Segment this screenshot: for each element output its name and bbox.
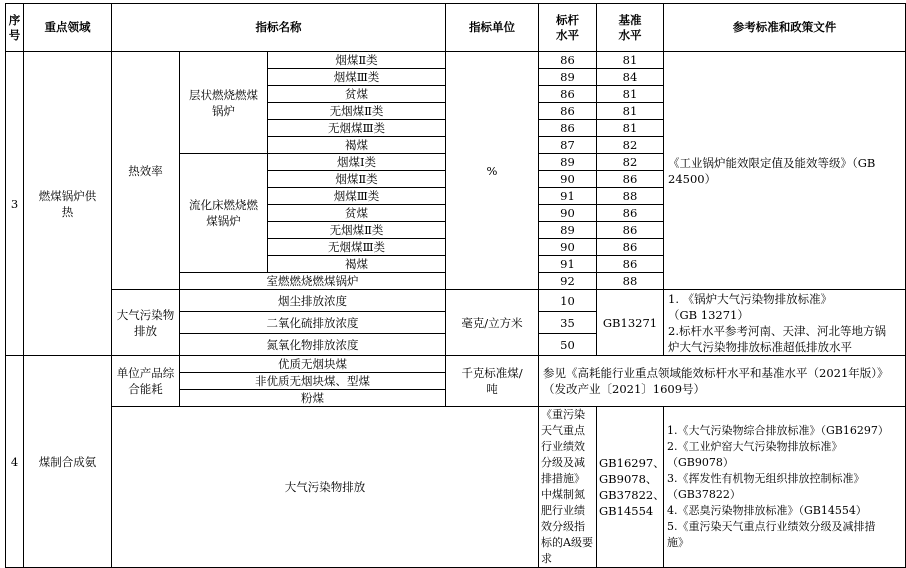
air-base [597,407,664,568]
ref-line: （GB 13271） [668,307,749,322]
emission-name: 氮氧化物排放浓度 [180,334,446,356]
coal-type: 无烟煤Ⅲ类 [268,120,446,137]
emission-unit: 毫克/立方米 [446,290,539,356]
bench-value: 86 [539,120,597,137]
bench-value: 86 [539,86,597,103]
emission-base: GB13271 [597,290,664,356]
header-seq: 序号 [6,4,24,52]
header-base: 基准水平 [597,4,664,52]
coal-type: 无烟煤Ⅱ类 [268,103,446,120]
base-value: 82 [597,154,664,171]
layered-label: 层状燃烧燃煤锅炉 [180,52,268,154]
field-cell: 煤制合成氨 [24,356,112,568]
thermal-label: 热效率 [112,52,180,290]
base-line: GB16297、 [599,456,665,470]
coal-type: 烟煤Ⅲ类 [268,69,446,86]
ref-line: 2.《工业炉窑大气污染物排放标准》 [667,440,843,453]
base-line: GB37822、 [599,488,665,502]
emission-ref [664,290,906,356]
energy-unit: 千克标准煤/吨 [446,356,539,407]
benchmark-table [5,3,906,568]
coal-type: 烟煤Ⅰ类 [268,154,446,171]
air-ref [664,407,906,568]
header-row [6,4,906,52]
energy-label: 单位产品综合能耗 [112,356,180,407]
energy-coal: 粉煤 [180,390,446,407]
ref-line: （GB9078） [667,456,734,469]
base-value: 81 [597,52,664,69]
emission-name: 二氧化硫排放浓度 [180,312,446,334]
coal-type: 无烟煤Ⅱ类 [268,222,446,239]
ref-line: 5.《重污染天气重点行业绩效分级及减排措 [667,520,876,533]
thermal-unit: % [446,52,539,290]
ref-line: 2.标杆水平参考河南、天津、河北等地方锅 [668,323,886,338]
emission-label: 大气污染物排放 [112,290,180,356]
table-row [6,52,906,69]
bench-value: 35 [539,312,597,334]
table-row [6,356,906,373]
base-value: 86 [597,239,664,256]
coal-type: 烟煤Ⅱ类 [268,171,446,188]
base-value: 82 [597,137,664,154]
ref-line: 3.《挥发性有机物无组织排放控制标准》 [667,472,865,485]
bench-value: 87 [539,137,597,154]
base-line: GB9078、 [599,472,658,486]
bench-value: 10 [539,290,597,312]
ref-line: 4.《恶臭污染物排放标准》（GB14554） [667,504,867,517]
base-value: 84 [597,69,664,86]
bench-value: 91 [539,256,597,273]
coal-type: 无烟煤Ⅲ类 [268,239,446,256]
table-row [6,407,906,568]
ref-line: （GB37822） [667,488,741,501]
field-cell: 燃煤锅炉供热 [24,52,112,356]
base-value: 88 [597,188,664,205]
bench-value: 89 [539,222,597,239]
base-value: 86 [597,222,664,239]
base-value: 81 [597,120,664,137]
base-value: 88 [597,273,664,290]
ref-line: 1. 《锅炉大气污染物排放标准》 [668,291,833,306]
header-ref: 参考标准和政策文件 [664,4,906,52]
bench-value: 91 [539,188,597,205]
fluidized-label: 流化床燃烧燃煤锅炉 [180,154,268,273]
coal-type: 烟煤Ⅲ类 [268,188,446,205]
seq-cell: 3 [6,52,24,356]
bench-value: 86 [539,52,597,69]
bench-value: 89 [539,69,597,86]
thermal-ref: 《工业锅炉能效限定值及能效等级》（GB 24500） [664,52,906,290]
standards-table-page [5,3,889,568]
coal-type: 褐煤 [268,137,446,154]
coal-type: 贫煤 [268,86,446,103]
energy-coal: 非优质无烟块煤、型煤 [180,373,446,390]
coal-type: 贫煤 [268,205,446,222]
bench-value: 50 [539,334,597,356]
header-field: 重点领域 [24,4,112,52]
base-value: 81 [597,86,664,103]
base-value: 81 [597,103,664,120]
seq-cell: 4 [6,356,24,568]
chamber-label: 室燃燃烧燃煤锅炉 [180,273,446,290]
base-value: 86 [597,256,664,273]
bench-value: 89 [539,154,597,171]
bench-value: 86 [539,103,597,120]
coal-type: 烟煤Ⅱ类 [268,52,446,69]
base-value: 86 [597,205,664,222]
emission-name: 烟尘排放浓度 [180,290,446,312]
bench-value: 90 [539,171,597,188]
ref-line: 施》 [667,536,689,549]
header-indicator: 指标名称 [112,4,446,52]
bench-value: 90 [539,205,597,222]
base-line: GB14554 [599,504,654,518]
header-unit: 指标单位 [446,4,539,52]
air-label: 大气污染物排放 [112,407,539,568]
base-value: 86 [597,171,664,188]
coal-type: 褐煤 [268,256,446,273]
energy-ref: 参见《高耗能行业重点领域能效标杆水平和基准水平（2021年版）》（发改产业〔2021〕1609号） [539,356,906,407]
header-bench: 标杆水平 [539,4,597,52]
energy-coal: 优质无烟块煤 [180,356,446,373]
ref-line: 炉大气污染物排放标准超低排放水平 [668,339,852,354]
bench-value: 92 [539,273,597,290]
ref-line: 1.《大气污染物综合排放标准》（GB16297） [667,424,889,437]
table-row [6,290,906,312]
bench-value: 90 [539,239,597,256]
air-bench: 《重污染天气重点行业绩效分级及减排措施》中煤制氮肥行业绩效分级指标的A级要求 [539,407,597,568]
